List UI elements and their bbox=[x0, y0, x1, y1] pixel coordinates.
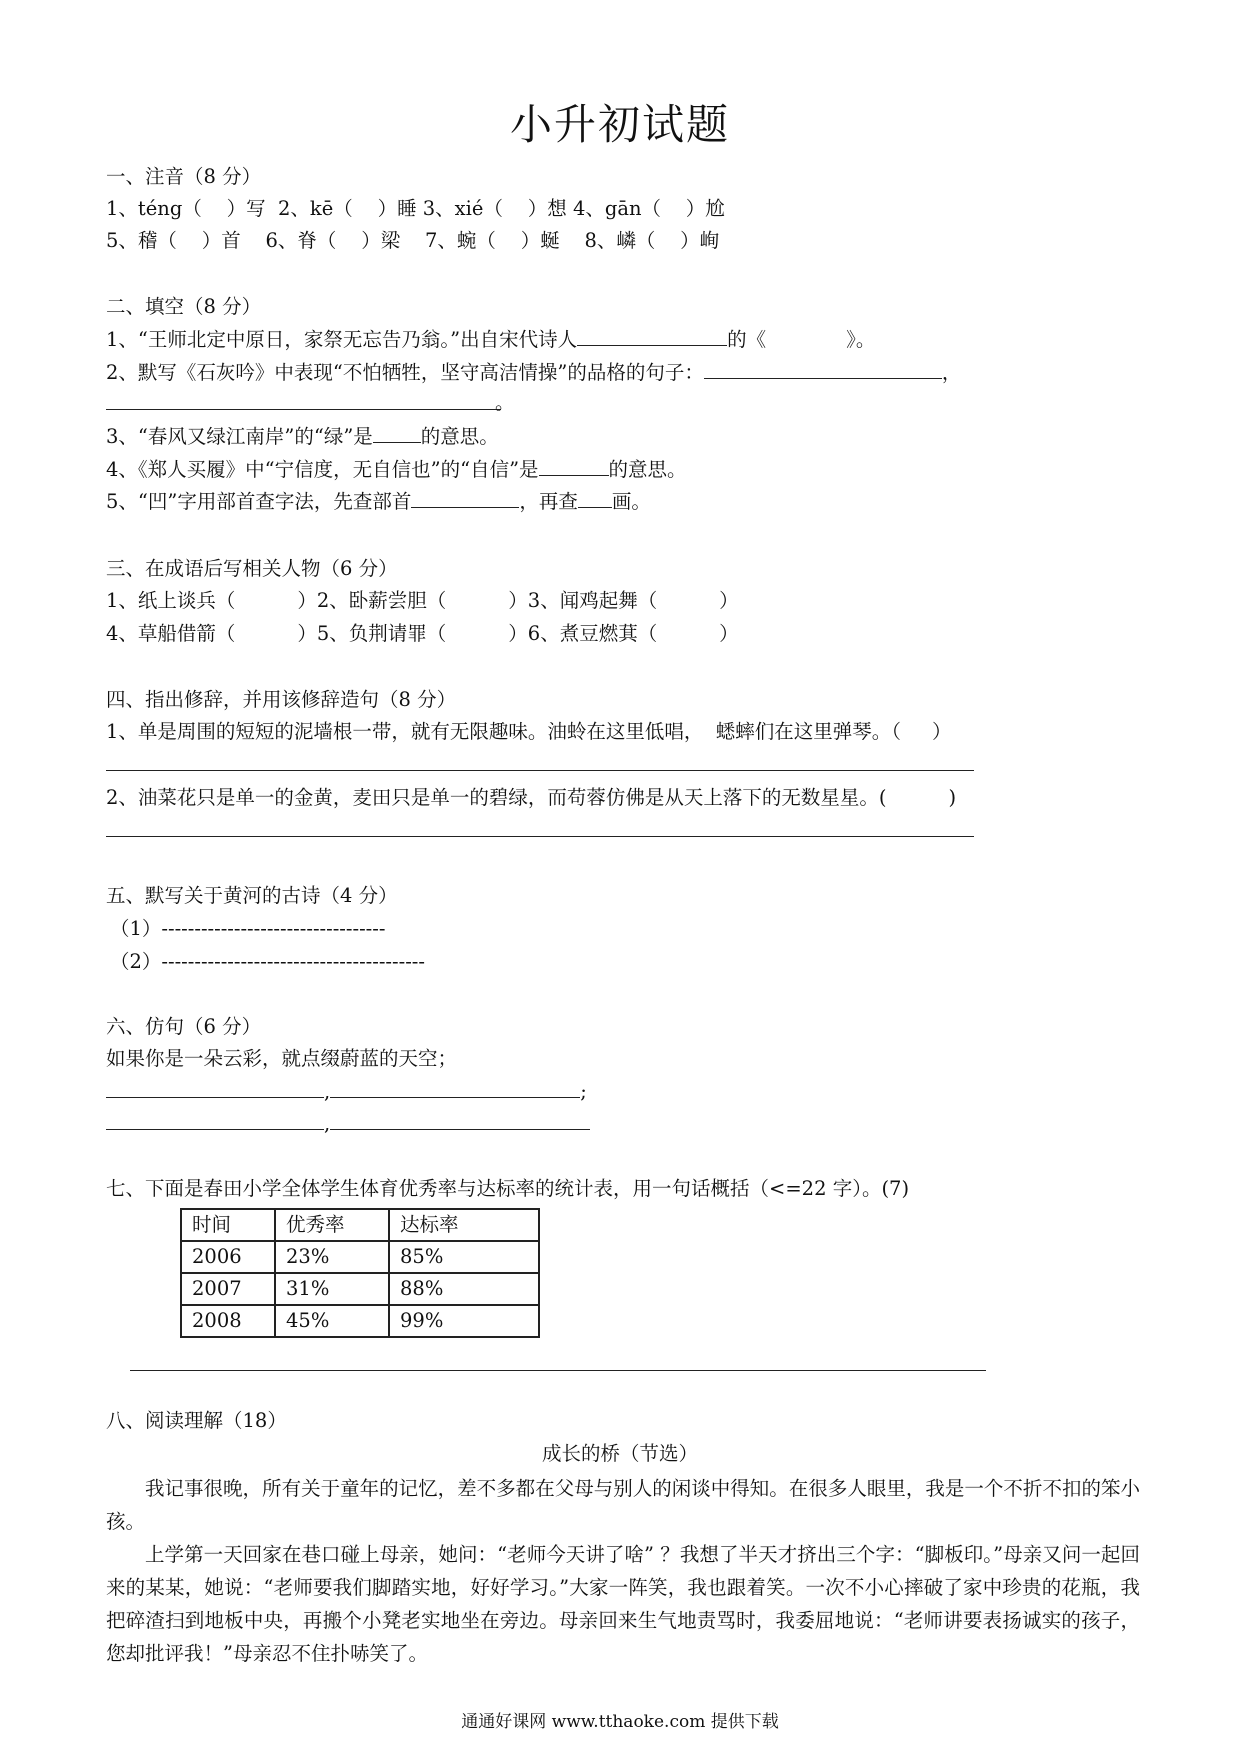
table-cell: 2006 bbox=[181, 1241, 275, 1273]
s6-comma: , bbox=[324, 1080, 331, 1103]
answer-blank[interactable] bbox=[106, 1111, 324, 1130]
s2-q3-text: 3、“春风又绿江南岸”的“绿”是 bbox=[106, 425, 373, 448]
table-cell: 2007 bbox=[181, 1273, 275, 1305]
passage-paragraph-1: 我记事很晚，所有关于童年的记忆，差不多都在父母与别人的闲谈中得知。在很多人眼里，我是一个不折不扣的笨小孩。 bbox=[106, 1477, 1140, 1533]
s2-question-4 bbox=[106, 457, 687, 483]
answer-line[interactable] bbox=[106, 836, 974, 837]
passage-paragraph-2: 上学第一天回家在巷口碰上母亲，她问：“老师今天讲了啥” ？我想了半天才挤出三个字：“脚板印。”母亲又问一起回来的某某，她说：“老师要我们脚踏实地，好好学习。”大家一阵笑，我也跟着笑。一次不小心摔破了家中珍贵的花瓶，我把碎渣扫到地板中央，再搬个小凳老实地坐在旁边。母亲回来生气地责骂时，我委屈地说：“老师讲要表扬诚实的孩子，您却批评我！”母亲忍不住扑哧笑了。 bbox=[106, 1543, 1140, 1665]
s3-line-2: 4、草船借箭（ ）5、负荆请罪（ ）6、煮豆燃萁（ ） bbox=[106, 622, 739, 645]
s3-line-1: 1、纸上谈兵（ ）2、卧薪尝胆（ ）3、闻鸡起舞（ ） bbox=[106, 589, 739, 612]
page-title: 小升初试题 bbox=[509, 100, 730, 149]
s4-question-1: 1、单是周围的短短的泥墙根一带，就有无限趣味。油蛉在这里低唱， 蟋蟀们在这里弹琴。（ ） bbox=[106, 720, 952, 743]
answer-blank[interactable] bbox=[330, 1111, 590, 1130]
answer-blank[interactable] bbox=[106, 391, 501, 410]
table-cell: 45% bbox=[275, 1305, 389, 1337]
table-cell: 31% bbox=[275, 1273, 389, 1305]
s5-line-1: （1）---------------------------------- bbox=[110, 917, 386, 940]
s2-q5-text-c: 画。 bbox=[611, 490, 651, 513]
answer-line[interactable] bbox=[130, 1370, 986, 1371]
s2-question-2-cont bbox=[106, 391, 501, 417]
s2-question-3 bbox=[106, 424, 499, 450]
s1-line-1: 1、téng（ ）写 2、kē（ ）睡 3、xié（ ）想 4、gān（ ）尬 bbox=[106, 197, 725, 220]
passage-title: 成长的桥（节选） bbox=[541, 1442, 698, 1465]
stats-table bbox=[180, 1208, 540, 1338]
s6-semicolon: ; bbox=[580, 1080, 587, 1103]
s6-answer-line-1 bbox=[106, 1079, 587, 1105]
s2-q5-text-b: ，再查 bbox=[519, 490, 578, 513]
section-1-heading: 一、注音（8 分） bbox=[106, 165, 262, 188]
table-cell: 85% bbox=[389, 1241, 539, 1273]
s2-q2-end: 。 bbox=[495, 391, 515, 414]
table-row bbox=[181, 1241, 539, 1273]
section-2-heading: 二、填空（8 分） bbox=[106, 295, 262, 318]
answer-blank[interactable] bbox=[577, 327, 727, 346]
s2-q4-text: 4、《郑人买履》中“宁信度，无自信也”的“自信”是 bbox=[106, 458, 539, 481]
answer-blank[interactable] bbox=[106, 1079, 324, 1098]
s2-q3-text-b: 的意思。 bbox=[420, 425, 499, 448]
table-cell: 2008 bbox=[181, 1305, 275, 1337]
section-4-heading: 四、指出修辞，并用该修辞造句（8 分） bbox=[106, 688, 457, 711]
table-row bbox=[181, 1273, 539, 1305]
s2-q2-comma: ， bbox=[941, 361, 962, 384]
s1-line-2: 5、稽（ ）首 6、脊（ ）梁 7、蜿（ ）蜒 8、嶙（ ）峋 bbox=[106, 229, 720, 252]
answer-blank[interactable] bbox=[330, 1079, 580, 1098]
s2-q1-text-c: 》。 bbox=[846, 328, 876, 351]
table-cell: 23% bbox=[275, 1241, 389, 1273]
s2-q5-text: 5、“凹”字用部首查字法，先查部首 bbox=[106, 490, 412, 513]
table-header-cell: 达标率 bbox=[389, 1209, 539, 1241]
answer-blank[interactable] bbox=[373, 424, 421, 443]
answer-blank[interactable] bbox=[704, 360, 942, 379]
section-8-heading: 八、阅读理解（18） bbox=[106, 1409, 287, 1432]
s2-question-5 bbox=[106, 489, 651, 515]
answer-blank[interactable] bbox=[411, 489, 519, 508]
section-5-heading: 五、默写关于黄河的古诗（4 分） bbox=[106, 884, 398, 907]
table-cell: 88% bbox=[389, 1273, 539, 1305]
s4-question-2: 2、油菜花只是单一的金黄，麦田只是单一的碧绿，而苟蓉仿佛是从天上落下的无数星星。( ) bbox=[106, 786, 957, 809]
section-7-heading: 七、下面是春田小学全体学生体育优秀率与达标率的统计表，用一句话概括（<=22 字）。(7) bbox=[106, 1177, 910, 1200]
s6-prompt: 如果你是一朵云彩，就点缀蔚蓝的天空； bbox=[106, 1047, 458, 1070]
answer-line[interactable] bbox=[106, 770, 974, 771]
s2-question-2 bbox=[106, 360, 961, 386]
answer-blank[interactable] bbox=[578, 489, 612, 508]
table-header-row bbox=[181, 1209, 539, 1241]
s5-line-2: （2）---------------------------------------- bbox=[110, 950, 425, 973]
s2-q2-text: 2、默写《石灰吟》中表现“不怕牺牲，坚守高洁情操”的品格的句子： bbox=[106, 361, 704, 384]
table-header-cell: 优秀率 bbox=[275, 1209, 389, 1241]
table-row bbox=[181, 1305, 539, 1337]
s2-q1-text-b: 的《 bbox=[727, 328, 767, 351]
table-header-cell: 时间 bbox=[181, 1209, 275, 1241]
s6-answer-line-2 bbox=[106, 1111, 590, 1137]
answer-blank[interactable] bbox=[539, 457, 609, 476]
s6-comma: , bbox=[324, 1112, 331, 1135]
section-3-heading: 三、在成语后写相关人物（6 分） bbox=[106, 557, 398, 580]
s2-q1-text: 1、“王师北定中原日，家祭无忘告乃翁。”出自宋代诗人 bbox=[106, 328, 578, 351]
table-cell: 99% bbox=[389, 1305, 539, 1337]
section-6-heading: 六、仿句（6 分） bbox=[106, 1015, 262, 1038]
s2-question-1 bbox=[106, 327, 875, 353]
s2-q4-text-b: 的意思。 bbox=[608, 458, 687, 481]
footer-source: 通通好课网 www.tthaoke.com 提供下载 bbox=[461, 1712, 779, 1732]
